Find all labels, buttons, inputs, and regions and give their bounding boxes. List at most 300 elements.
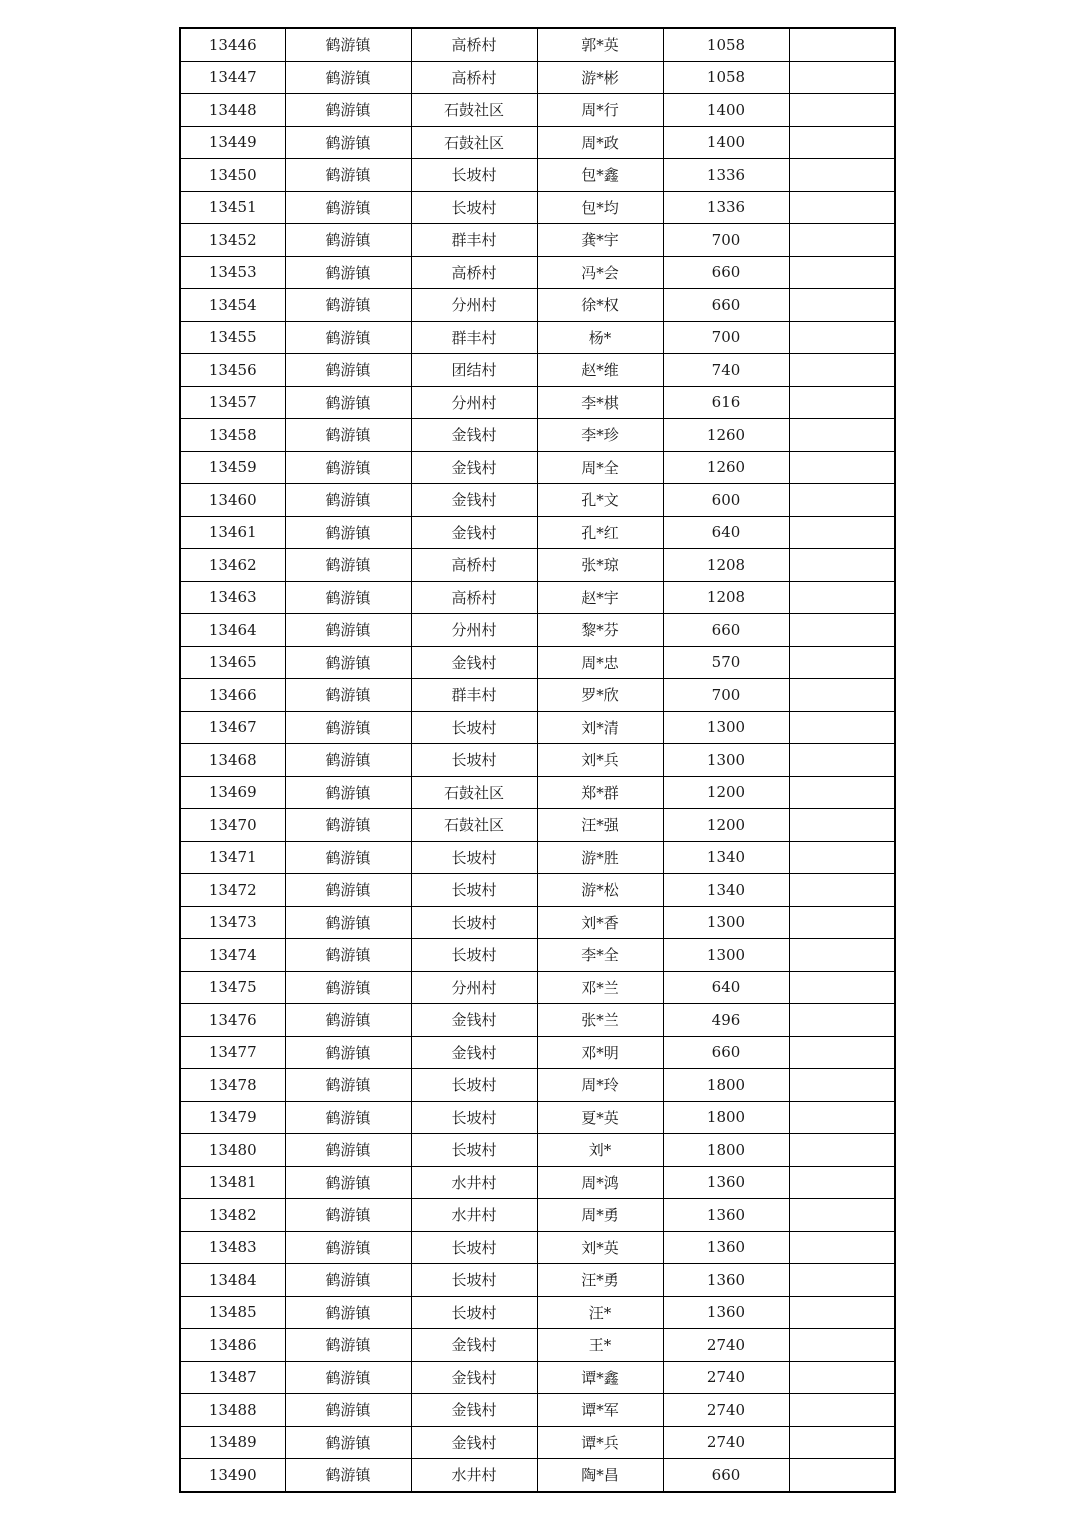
cell-amount: 660: [663, 289, 789, 322]
cell-town: 鹤游镇: [285, 1101, 411, 1134]
cell-name: 周*行: [537, 94, 663, 127]
cell-town: 鹤游镇: [285, 744, 411, 777]
cell-name: 郑*群: [537, 776, 663, 809]
table-row: [180, 61, 895, 94]
cell-remark: [789, 1329, 895, 1362]
cell-village: 金钱村: [411, 1426, 537, 1459]
cell-name: 汪*强: [537, 809, 663, 842]
table-row: [180, 549, 895, 582]
cell-name: 谭*鑫: [537, 1361, 663, 1394]
cell-town: 鹤游镇: [285, 224, 411, 257]
cell-amount: 1300: [663, 906, 789, 939]
cell-town: 鹤游镇: [285, 1329, 411, 1362]
cell-village: 金钱村: [411, 451, 537, 484]
cell-amount: 1336: [663, 159, 789, 192]
cell-village: 长坡村: [411, 874, 537, 907]
cell-name: 谭*兵: [537, 1426, 663, 1459]
cell-remark: [789, 1069, 895, 1102]
cell-remark: [789, 224, 895, 257]
cell-amount: 616: [663, 386, 789, 419]
table-row: [180, 581, 895, 614]
table-row: [180, 1004, 895, 1037]
cell-amount: 1336: [663, 191, 789, 224]
cell-town: 鹤游镇: [285, 191, 411, 224]
cell-remark: [789, 1004, 895, 1037]
cell-name: 徐*权: [537, 289, 663, 322]
cell-serial-number: 13481: [180, 1166, 285, 1199]
cell-amount: 2740: [663, 1394, 789, 1427]
cell-town: 鹤游镇: [285, 1166, 411, 1199]
cell-amount: 660: [663, 614, 789, 647]
cell-village: 长坡村: [411, 711, 537, 744]
cell-serial-number: 13490: [180, 1459, 285, 1492]
table-row: [180, 874, 895, 907]
cell-serial-number: 13486: [180, 1329, 285, 1362]
cell-name: 夏*英: [537, 1101, 663, 1134]
cell-village: 长坡村: [411, 1134, 537, 1167]
cell-remark: [789, 581, 895, 614]
cell-name: 孔*文: [537, 484, 663, 517]
cell-amount: 1800: [663, 1134, 789, 1167]
cell-name: 游*彬: [537, 61, 663, 94]
cell-serial-number: 13480: [180, 1134, 285, 1167]
cell-name: 邓*明: [537, 1036, 663, 1069]
cell-serial-number: 13483: [180, 1231, 285, 1264]
cell-serial-number: 13455: [180, 321, 285, 354]
cell-village: 石鼓社区: [411, 809, 537, 842]
table-row: [180, 841, 895, 874]
cell-village: 金钱村: [411, 1394, 537, 1427]
cell-amount: 1300: [663, 744, 789, 777]
cell-serial-number: 13457: [180, 386, 285, 419]
cell-town: 鹤游镇: [285, 386, 411, 419]
cell-town: 鹤游镇: [285, 1069, 411, 1102]
cell-amount: 496: [663, 1004, 789, 1037]
cell-amount: 1260: [663, 419, 789, 452]
cell-remark: [789, 386, 895, 419]
table-row: [180, 94, 895, 127]
cell-town: 鹤游镇: [285, 28, 411, 61]
cell-amount: 1800: [663, 1101, 789, 1134]
cell-name: 张*琼: [537, 549, 663, 582]
cell-amount: 1400: [663, 126, 789, 159]
cell-remark: [789, 971, 895, 1004]
cell-remark: [789, 516, 895, 549]
cell-amount: 1800: [663, 1069, 789, 1102]
cell-amount: 1058: [663, 61, 789, 94]
cell-village: 金钱村: [411, 646, 537, 679]
cell-town: 鹤游镇: [285, 841, 411, 874]
table-row: [180, 191, 895, 224]
cell-serial-number: 13479: [180, 1101, 285, 1134]
cell-town: 鹤游镇: [285, 289, 411, 322]
table-row: [180, 614, 895, 647]
cell-amount: 1360: [663, 1231, 789, 1264]
cell-amount: 1360: [663, 1166, 789, 1199]
table-row: [180, 1296, 895, 1329]
roster-table: [179, 27, 896, 1493]
cell-village: 长坡村: [411, 939, 537, 972]
cell-village: 水井村: [411, 1199, 537, 1232]
cell-village: 分州村: [411, 614, 537, 647]
cell-serial-number: 13456: [180, 354, 285, 387]
cell-town: 鹤游镇: [285, 1394, 411, 1427]
cell-remark: [789, 289, 895, 322]
cell-town: 鹤游镇: [285, 516, 411, 549]
cell-name: 周*勇: [537, 1199, 663, 1232]
cell-remark: [789, 484, 895, 517]
cell-remark: [789, 1296, 895, 1329]
cell-town: 鹤游镇: [285, 126, 411, 159]
cell-serial-number: 13465: [180, 646, 285, 679]
cell-serial-number: 13447: [180, 61, 285, 94]
cell-town: 鹤游镇: [285, 1004, 411, 1037]
cell-amount: 1360: [663, 1199, 789, 1232]
cell-remark: [789, 1231, 895, 1264]
cell-town: 鹤游镇: [285, 711, 411, 744]
table-row: [180, 28, 895, 61]
table-row: [180, 159, 895, 192]
table-row: [180, 711, 895, 744]
cell-village: 长坡村: [411, 1296, 537, 1329]
cell-name: 张*兰: [537, 1004, 663, 1037]
table-row: [180, 1166, 895, 1199]
cell-amount: 660: [663, 1036, 789, 1069]
cell-amount: 1360: [663, 1264, 789, 1297]
table-row: [180, 1459, 895, 1492]
cell-remark: [789, 419, 895, 452]
table-row: [180, 1134, 895, 1167]
table-row: [180, 289, 895, 322]
cell-name: 刘*香: [537, 906, 663, 939]
cell-serial-number: 13489: [180, 1426, 285, 1459]
cell-serial-number: 13462: [180, 549, 285, 582]
cell-village: 长坡村: [411, 191, 537, 224]
cell-name: 周*玲: [537, 1069, 663, 1102]
cell-serial-number: 13472: [180, 874, 285, 907]
cell-village: 水井村: [411, 1459, 537, 1492]
cell-town: 鹤游镇: [285, 321, 411, 354]
cell-amount: 700: [663, 321, 789, 354]
cell-village: 长坡村: [411, 906, 537, 939]
cell-town: 鹤游镇: [285, 581, 411, 614]
cell-village: 分州村: [411, 971, 537, 1004]
cell-serial-number: 13474: [180, 939, 285, 972]
table-row: [180, 1329, 895, 1362]
cell-town: 鹤游镇: [285, 1199, 411, 1232]
cell-amount: 1340: [663, 874, 789, 907]
cell-serial-number: 13463: [180, 581, 285, 614]
cell-serial-number: 13476: [180, 1004, 285, 1037]
cell-amount: 1340: [663, 841, 789, 874]
cell-amount: 640: [663, 971, 789, 1004]
cell-serial-number: 13477: [180, 1036, 285, 1069]
cell-serial-number: 13458: [180, 419, 285, 452]
table-row: [180, 971, 895, 1004]
table-row: [180, 1264, 895, 1297]
cell-serial-number: 13461: [180, 516, 285, 549]
table-row: [180, 1231, 895, 1264]
cell-remark: [789, 256, 895, 289]
table-row: [180, 1036, 895, 1069]
cell-name: 李*珍: [537, 419, 663, 452]
cell-town: 鹤游镇: [285, 1264, 411, 1297]
table-row: [180, 321, 895, 354]
cell-village: 高桥村: [411, 549, 537, 582]
cell-town: 鹤游镇: [285, 809, 411, 842]
cell-remark: [789, 646, 895, 679]
cell-amount: 1400: [663, 94, 789, 127]
table-row: [180, 419, 895, 452]
cell-town: 鹤游镇: [285, 549, 411, 582]
cell-serial-number: 13487: [180, 1361, 285, 1394]
cell-name: 刘*清: [537, 711, 663, 744]
cell-town: 鹤游镇: [285, 61, 411, 94]
table-row: [180, 354, 895, 387]
cell-serial-number: 13467: [180, 711, 285, 744]
cell-name: 包*均: [537, 191, 663, 224]
cell-serial-number: 13478: [180, 1069, 285, 1102]
cell-amount: 600: [663, 484, 789, 517]
cell-village: 水井村: [411, 1166, 537, 1199]
cell-village: 金钱村: [411, 1361, 537, 1394]
cell-serial-number: 13488: [180, 1394, 285, 1427]
cell-village: 金钱村: [411, 1329, 537, 1362]
cell-serial-number: 13450: [180, 159, 285, 192]
table-row: [180, 809, 895, 842]
cell-remark: [789, 1264, 895, 1297]
cell-serial-number: 13469: [180, 776, 285, 809]
cell-serial-number: 13464: [180, 614, 285, 647]
cell-name: 刘*兵: [537, 744, 663, 777]
cell-remark: [789, 321, 895, 354]
cell-serial-number: 13452: [180, 224, 285, 257]
cell-remark: [789, 1101, 895, 1134]
cell-name: 李*全: [537, 939, 663, 972]
cell-town: 鹤游镇: [285, 906, 411, 939]
cell-village: 高桥村: [411, 581, 537, 614]
cell-serial-number: 13482: [180, 1199, 285, 1232]
cell-remark: [789, 776, 895, 809]
cell-town: 鹤游镇: [285, 484, 411, 517]
table-row: [180, 451, 895, 484]
cell-village: 金钱村: [411, 1004, 537, 1037]
cell-serial-number: 13471: [180, 841, 285, 874]
table-row: [180, 1361, 895, 1394]
cell-village: 金钱村: [411, 516, 537, 549]
cell-village: 长坡村: [411, 1069, 537, 1102]
table-row: [180, 646, 895, 679]
cell-name: 周*政: [537, 126, 663, 159]
cell-remark: [789, 939, 895, 972]
roster-table-body: [180, 28, 895, 1492]
table-row: [180, 1199, 895, 1232]
cell-town: 鹤游镇: [285, 614, 411, 647]
cell-serial-number: 13475: [180, 971, 285, 1004]
cell-town: 鹤游镇: [285, 1231, 411, 1264]
cell-remark: [789, 679, 895, 712]
cell-village: 长坡村: [411, 1231, 537, 1264]
cell-name: 王*: [537, 1329, 663, 1362]
cell-amount: 1300: [663, 939, 789, 972]
cell-remark: [789, 906, 895, 939]
cell-remark: [789, 159, 895, 192]
table-row: [180, 126, 895, 159]
cell-name: 郭*英: [537, 28, 663, 61]
table-row: [180, 484, 895, 517]
cell-town: 鹤游镇: [285, 679, 411, 712]
cell-name: 冯*会: [537, 256, 663, 289]
cell-name: 陶*昌: [537, 1459, 663, 1492]
cell-village: 群丰村: [411, 679, 537, 712]
cell-amount: 1208: [663, 549, 789, 582]
cell-remark: [789, 1459, 895, 1492]
cell-name: 赵*宇: [537, 581, 663, 614]
cell-amount: 1058: [663, 28, 789, 61]
cell-serial-number: 13454: [180, 289, 285, 322]
cell-remark: [789, 1426, 895, 1459]
cell-village: 金钱村: [411, 484, 537, 517]
table-row: [180, 386, 895, 419]
cell-name: 黎*芬: [537, 614, 663, 647]
cell-amount: 700: [663, 679, 789, 712]
cell-village: 石鼓社区: [411, 776, 537, 809]
cell-remark: [789, 1036, 895, 1069]
cell-amount: 1360: [663, 1296, 789, 1329]
cell-remark: [789, 354, 895, 387]
cell-name: 包*鑫: [537, 159, 663, 192]
table-row: [180, 224, 895, 257]
cell-name: 游*胜: [537, 841, 663, 874]
table-row: [180, 516, 895, 549]
cell-name: 杨*: [537, 321, 663, 354]
cell-village: 石鼓社区: [411, 94, 537, 127]
cell-village: 群丰村: [411, 321, 537, 354]
cell-serial-number: 13459: [180, 451, 285, 484]
cell-name: 刘*: [537, 1134, 663, 1167]
cell-town: 鹤游镇: [285, 971, 411, 1004]
cell-name: 汪*勇: [537, 1264, 663, 1297]
cell-remark: [789, 874, 895, 907]
cell-town: 鹤游镇: [285, 354, 411, 387]
table-row: [180, 906, 895, 939]
cell-name: 谭*军: [537, 1394, 663, 1427]
cell-amount: 2740: [663, 1329, 789, 1362]
cell-village: 金钱村: [411, 419, 537, 452]
cell-village: 群丰村: [411, 224, 537, 257]
cell-village: 长坡村: [411, 1264, 537, 1297]
cell-name: 李*棋: [537, 386, 663, 419]
cell-name: 孔*红: [537, 516, 663, 549]
table-row: [180, 1394, 895, 1427]
cell-remark: [789, 1394, 895, 1427]
cell-remark: [789, 1361, 895, 1394]
cell-name: 罗*欣: [537, 679, 663, 712]
cell-serial-number: 13484: [180, 1264, 285, 1297]
cell-name: 汪*: [537, 1296, 663, 1329]
cell-town: 鹤游镇: [285, 1459, 411, 1492]
table-row: [180, 256, 895, 289]
cell-remark: [789, 1166, 895, 1199]
cell-name: 赵*维: [537, 354, 663, 387]
cell-amount: 660: [663, 256, 789, 289]
cell-village: 金钱村: [411, 1036, 537, 1069]
table-row: [180, 776, 895, 809]
cell-name: 周*忠: [537, 646, 663, 679]
cell-name: 游*松: [537, 874, 663, 907]
table-row: [180, 1101, 895, 1134]
cell-remark: [789, 1199, 895, 1232]
cell-serial-number: 13473: [180, 906, 285, 939]
cell-town: 鹤游镇: [285, 1361, 411, 1394]
cell-name: 周*全: [537, 451, 663, 484]
cell-name: 周*鸿: [537, 1166, 663, 1199]
cell-serial-number: 13453: [180, 256, 285, 289]
cell-remark: [789, 61, 895, 94]
cell-village: 团结村: [411, 354, 537, 387]
cell-amount: 1208: [663, 581, 789, 614]
cell-remark: [789, 191, 895, 224]
cell-village: 石鼓社区: [411, 126, 537, 159]
cell-remark: [789, 549, 895, 582]
cell-town: 鹤游镇: [285, 1426, 411, 1459]
cell-village: 长坡村: [411, 159, 537, 192]
cell-serial-number: 13460: [180, 484, 285, 517]
cell-amount: 660: [663, 1459, 789, 1492]
cell-village: 长坡村: [411, 841, 537, 874]
cell-town: 鹤游镇: [285, 94, 411, 127]
cell-town: 鹤游镇: [285, 451, 411, 484]
cell-remark: [789, 126, 895, 159]
cell-village: 高桥村: [411, 28, 537, 61]
cell-remark: [789, 744, 895, 777]
cell-amount: 2740: [663, 1426, 789, 1459]
cell-remark: [789, 28, 895, 61]
cell-village: 分州村: [411, 289, 537, 322]
cell-amount: 2740: [663, 1361, 789, 1394]
cell-village: 高桥村: [411, 256, 537, 289]
cell-name: 刘*英: [537, 1231, 663, 1264]
table-row: [180, 1426, 895, 1459]
cell-remark: [789, 809, 895, 842]
cell-serial-number: 13466: [180, 679, 285, 712]
cell-amount: 700: [663, 224, 789, 257]
cell-amount: 1200: [663, 776, 789, 809]
cell-remark: [789, 1134, 895, 1167]
cell-serial-number: 13468: [180, 744, 285, 777]
cell-town: 鹤游镇: [285, 1036, 411, 1069]
cell-serial-number: 13449: [180, 126, 285, 159]
cell-town: 鹤游镇: [285, 1296, 411, 1329]
cell-town: 鹤游镇: [285, 939, 411, 972]
cell-town: 鹤游镇: [285, 874, 411, 907]
cell-town: 鹤游镇: [285, 159, 411, 192]
cell-serial-number: 13485: [180, 1296, 285, 1329]
cell-town: 鹤游镇: [285, 419, 411, 452]
cell-serial-number: 13446: [180, 28, 285, 61]
cell-amount: 570: [663, 646, 789, 679]
cell-amount: 1260: [663, 451, 789, 484]
cell-amount: 740: [663, 354, 789, 387]
cell-village: 分州村: [411, 386, 537, 419]
table-row: [180, 1069, 895, 1102]
table-row: [180, 939, 895, 972]
cell-serial-number: 13451: [180, 191, 285, 224]
table-row: [180, 744, 895, 777]
cell-amount: 1200: [663, 809, 789, 842]
cell-serial-number: 13448: [180, 94, 285, 127]
cell-remark: [789, 614, 895, 647]
